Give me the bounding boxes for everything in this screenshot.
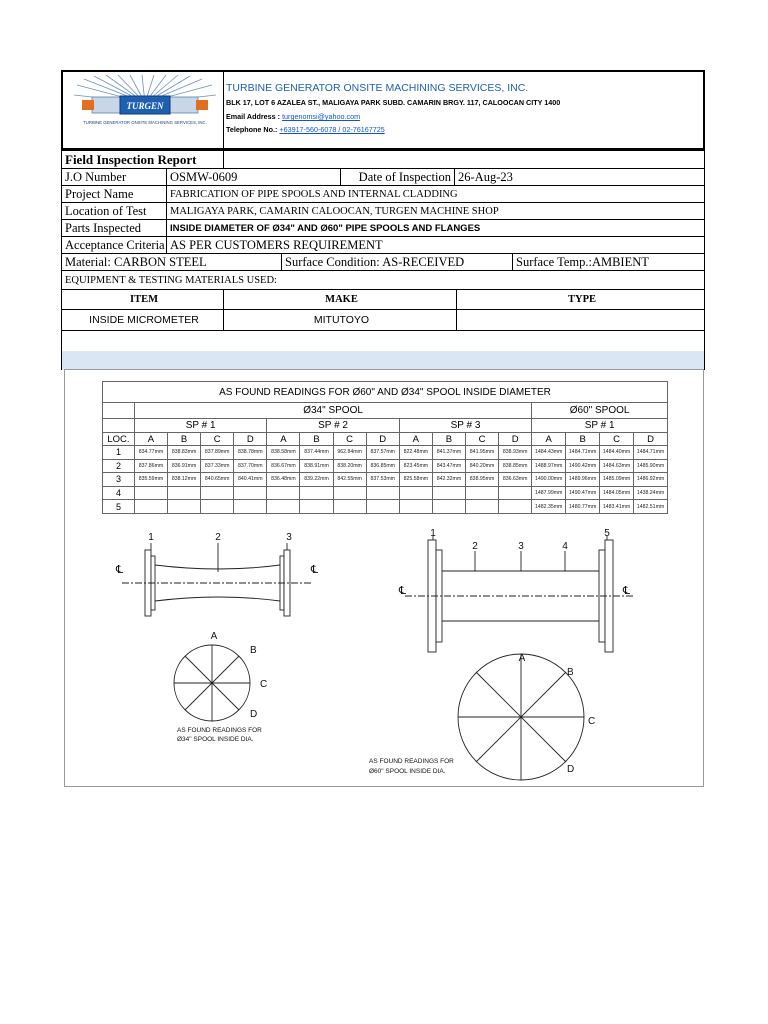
spool-34-sp3: SP # 3	[399, 419, 531, 433]
spool-60-sp1: SP # 1	[532, 419, 668, 433]
letter-b: B	[566, 433, 600, 446]
project-value: FABRICATION OF PIPE SPOOLS AND INTERNAL CLADDING	[166, 185, 705, 203]
company-address: BLK 17, LOT 6 AZALEA ST., MALIGAYA PARK SUBD. CAMARIN BRGY. 117, CALOOCAN CITY 1400	[226, 98, 561, 107]
acceptance-value: AS PER CUSTOMERS REQUIREMENT	[166, 236, 705, 254]
reading-cell: 1480.77mm	[566, 500, 600, 514]
reading-cell: 841.37mm	[432, 446, 465, 460]
reading-cell	[300, 500, 333, 514]
reading-cell: 838.83mm	[168, 446, 201, 460]
reading-cell: 841.95mm	[466, 446, 499, 460]
letter-c: C	[466, 433, 499, 446]
reading-row	[103, 446, 668, 460]
reading-cell	[234, 486, 267, 500]
logo-subtext: TURBINE GENERATOR ONSITE MACHINING SERVICES, INC.	[83, 120, 207, 125]
phone-link[interactable]: +63917-560-6078 / 02-76167725	[279, 125, 385, 134]
reading-cell	[399, 500, 432, 514]
caption-60-line1: AS FOUND READINGS FOR	[369, 758, 454, 765]
reading-cell: 837.70mm	[234, 459, 267, 473]
circle-label-a: A	[518, 653, 526, 664]
jo-value: OSMW-0609	[166, 168, 341, 186]
reading-row	[103, 473, 668, 487]
letter-d: D	[366, 433, 399, 446]
letter-b: B	[300, 433, 333, 446]
reading-cell: 836.91mm	[168, 459, 201, 473]
letter-d: D	[634, 433, 668, 446]
circle-label-d: D	[250, 709, 258, 720]
reading-cell: 838.78mm	[234, 446, 267, 460]
reading-cell: 843.47mm	[432, 459, 465, 473]
loc-cell: 4	[103, 486, 135, 500]
reading-cell: 838.58mm	[267, 446, 300, 460]
reading-cell: 842.55mm	[333, 473, 366, 487]
blue-band	[61, 351, 705, 370]
make-value: MITUTOYO	[223, 309, 457, 331]
letter-c: C	[333, 433, 366, 446]
blank-row	[61, 330, 705, 352]
reading-cell: 1488.97mm	[532, 459, 566, 473]
item-value: INSIDE MICROMETER	[61, 309, 224, 331]
circle-label-b: B	[250, 645, 257, 656]
phone-label: Telephone No.:	[226, 125, 280, 134]
letter-a: A	[532, 433, 566, 446]
reading-cell: 1484.71mm	[634, 446, 668, 460]
reading-cell: 822.48mm	[399, 446, 432, 460]
reading-cell: 1490.00mm	[532, 473, 566, 487]
reading-cell: 842.32mm	[432, 473, 465, 487]
reading-cell: 1490.42mm	[566, 459, 600, 473]
report-title-blank	[223, 150, 705, 169]
letter-a: A	[134, 433, 167, 446]
reading-cell: 836.67mm	[267, 459, 300, 473]
reading-cell: 1484.63mm	[600, 459, 634, 473]
reading-cell: 835.59mm	[134, 473, 167, 487]
reading-cell	[300, 486, 333, 500]
reading-row	[103, 459, 668, 473]
col-item: ITEM	[61, 289, 224, 310]
reading-cell: 1483.41mm	[600, 500, 634, 514]
reading-cell: 838.20mm	[333, 459, 366, 473]
reading-cell	[366, 486, 399, 500]
date-value: 26-Aug-23	[454, 168, 705, 186]
loc-cell: 2	[103, 459, 135, 473]
readings-table	[102, 381, 668, 514]
reading-cell: 840.41mm	[234, 473, 267, 487]
reading-cell: 838.91mm	[300, 459, 333, 473]
letter-d: D	[234, 433, 267, 446]
spool-34-sp2: SP # 2	[267, 419, 399, 433]
reading-cell: 1482.35mm	[532, 500, 566, 514]
surface-condition: Surface Condition: AS-RECEIVED	[281, 253, 513, 271]
company-logo	[72, 75, 218, 145]
reading-cell: 1482.51mm	[634, 500, 668, 514]
reading-cell: 1438.24mm	[634, 486, 668, 500]
letter-c: C	[201, 433, 234, 446]
reading-cell: 837.57mm	[366, 446, 399, 460]
point-1-label: 1	[430, 528, 436, 539]
reading-cell: 1484.05mm	[600, 486, 634, 500]
letter-c: C	[600, 433, 634, 446]
reading-cell	[234, 500, 267, 514]
reading-cell	[466, 486, 499, 500]
circle-label-c: C	[260, 679, 268, 690]
report-title: Field Inspection Report	[61, 150, 224, 169]
reading-cell: 823.45mm	[399, 459, 432, 473]
company-name: TURBINE GENERATOR ONSITE MACHINING SERVICES, INC.	[226, 82, 529, 94]
reading-cell: 1484.40mm	[600, 446, 634, 460]
reading-cell: 839.22mm	[300, 473, 333, 487]
reading-cell	[267, 486, 300, 500]
reading-cell: 840.20mm	[466, 459, 499, 473]
reading-cell: 837.33mm	[201, 459, 234, 473]
reading-cell: 825.58mm	[399, 473, 432, 487]
material: Material: CARBON STEEL	[61, 253, 282, 271]
letter-b: B	[168, 433, 201, 446]
reading-cell	[201, 500, 234, 514]
loc-cell: 5	[103, 500, 135, 514]
reading-cell	[333, 500, 366, 514]
point-3-label: 3	[518, 541, 524, 552]
company-phone	[226, 125, 385, 134]
reading-cell	[499, 486, 532, 500]
diagram-60-spool	[369, 523, 655, 783]
reading-cell: 837.53mm	[366, 473, 399, 487]
reading-cell: 1484.43mm	[532, 446, 566, 460]
centerline-left-label: ℄	[399, 585, 407, 597]
loc-header: LOC.	[103, 433, 135, 446]
centerline-left-label: ℄	[116, 564, 124, 576]
surface-temp: Surface Temp.:AMBIENT	[512, 253, 705, 271]
reading-cell: 837.89mm	[201, 446, 234, 460]
location-value: MALIGAYA PARK, CAMARIN CALOOCAN, TURGEN MACHINE SHOP	[166, 202, 705, 220]
letters-row	[103, 433, 668, 446]
reading-cell: 836.85mm	[366, 459, 399, 473]
diagram-34-spool	[100, 525, 360, 750]
centerline-right-label: ℄	[311, 564, 319, 576]
equipment-heading: EQUIPMENT & TESTING MATERIALS USED:	[61, 270, 705, 290]
reading-cell	[466, 500, 499, 514]
loc-cell: 1	[103, 446, 135, 460]
reading-cell: 962.84mm	[333, 446, 366, 460]
reading-cell	[134, 500, 167, 514]
reading-cell: 1485.90mm	[634, 459, 668, 473]
centerline-right-label: ℄	[623, 585, 631, 597]
email-link[interactable]: turgenomsi@yahoo.com	[282, 112, 361, 121]
reading-cell: 1486.92mm	[634, 473, 668, 487]
reading-row	[103, 500, 668, 514]
logo-text: TURGEN	[126, 101, 164, 111]
point-2-label: 2	[215, 532, 221, 543]
reading-cell	[432, 500, 465, 514]
reading-cell: 836.63mm	[499, 473, 532, 487]
project-label: Project Name	[61, 185, 167, 203]
reading-cell: 1484.71mm	[566, 446, 600, 460]
circle-label-b: B	[567, 667, 574, 678]
caption-34-line1: AS FOUND READINGS FOR	[177, 727, 262, 734]
caption-34-line2: Ø34" SPOOL INSIDE DIA.	[177, 736, 254, 743]
group-60-spool: Ø60" SPOOL	[532, 403, 668, 419]
reading-cell: 837.86mm	[134, 459, 167, 473]
reading-cell	[267, 500, 300, 514]
reading-cell: 838.93mm	[499, 446, 532, 460]
caption-60-line2: Ø60" SPOOL INSIDE DIA.	[369, 768, 446, 775]
point-2-label: 2	[472, 541, 478, 552]
reading-cell	[168, 486, 201, 500]
reading-cell: 838.12mm	[168, 473, 201, 487]
type-value	[456, 309, 705, 331]
reading-cell: 1485.09mm	[600, 473, 634, 487]
reading-cell	[432, 486, 465, 500]
col-make: MAKE	[223, 289, 457, 310]
reading-cell: 840.65mm	[201, 473, 234, 487]
readings-title: AS FOUND READINGS FOR Ø60" AND Ø34" SPOOL INSIDE DIAMETER	[103, 382, 668, 403]
reading-cell	[333, 486, 366, 500]
reading-cell: 837.44mm	[300, 446, 333, 460]
location-label: Location of Test	[61, 202, 167, 220]
company-email	[226, 112, 360, 121]
acceptance-label: Acceptance Criteria	[61, 236, 167, 254]
reading-cell	[201, 486, 234, 500]
email-label: Email Address :	[226, 112, 283, 121]
circle-label-a: A	[210, 631, 218, 642]
point-5-label: 5	[604, 528, 610, 539]
parts-value: INSIDE DIAMETER OF Ø34" AND Ø60" PIPE SPOOLS AND FLANGES	[166, 219, 705, 237]
circle-label-c: C	[588, 716, 596, 727]
date-label: Date of Inspection	[340, 168, 455, 186]
reading-cell: 838.95mm	[466, 473, 499, 487]
logo-divider	[223, 70, 224, 150]
reading-cell: 836.48mm	[267, 473, 300, 487]
reading-cell	[134, 486, 167, 500]
col-type: TYPE	[456, 289, 705, 310]
point-3-label: 3	[286, 532, 292, 543]
loc-cell: 3	[103, 473, 135, 487]
circle-label-d: D	[567, 764, 575, 775]
reading-cell: 1490.47mm	[566, 486, 600, 500]
point-4-label: 4	[562, 541, 568, 552]
reading-cell: 838.85mm	[499, 459, 532, 473]
reading-cell	[366, 500, 399, 514]
letter-d: D	[499, 433, 532, 446]
reading-cell	[499, 500, 532, 514]
reading-cell: 1487.99mm	[532, 486, 566, 500]
spool-34-sp1: SP # 1	[134, 419, 266, 433]
parts-label: Parts Inspected	[61, 219, 167, 237]
reading-cell: 834.77mm	[134, 446, 167, 460]
point-1-label: 1	[148, 532, 154, 543]
spool-blank	[103, 419, 135, 433]
group-34-spool: Ø34" SPOOL	[134, 403, 531, 419]
reading-cell: 1489.96mm	[566, 473, 600, 487]
reading-cell	[168, 500, 201, 514]
group-blank	[103, 403, 135, 419]
reading-row	[103, 486, 668, 500]
jo-label: J.O Number	[61, 168, 167, 186]
reading-cell	[399, 486, 432, 500]
letter-b: B	[432, 433, 465, 446]
letter-a: A	[399, 433, 432, 446]
letter-a: A	[267, 433, 300, 446]
